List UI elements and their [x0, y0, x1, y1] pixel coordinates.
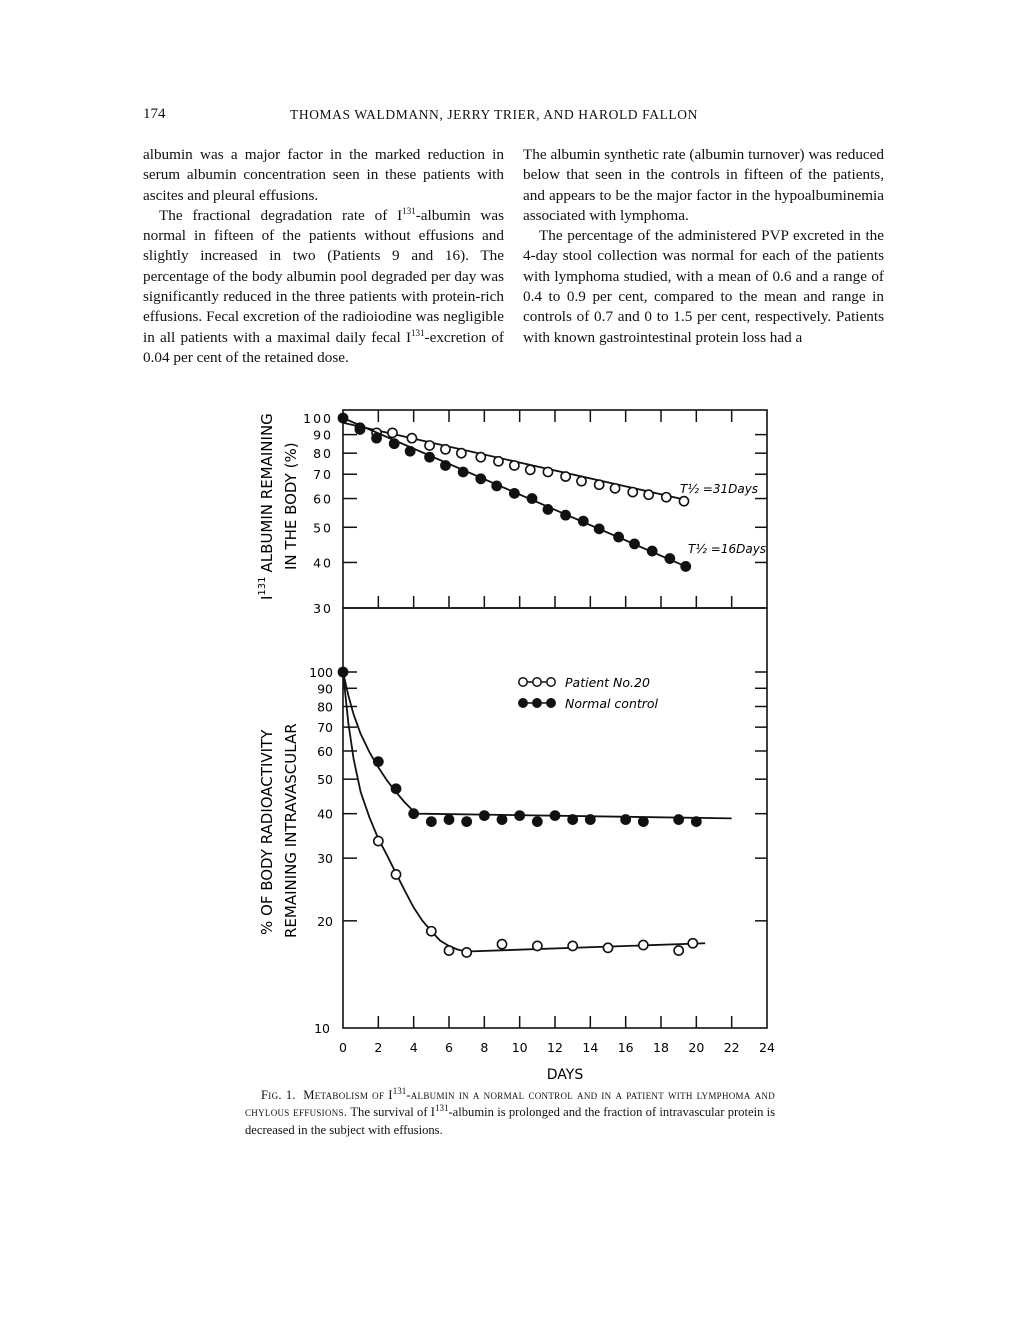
legend-marker [519, 699, 527, 707]
patient-point [374, 836, 383, 845]
legend-marker [533, 699, 541, 707]
control-point [568, 815, 577, 824]
control-point [372, 434, 381, 443]
patient-point [497, 940, 506, 949]
patient-point [568, 941, 577, 950]
x-tick-label: 8 [480, 1040, 489, 1055]
y-tick-label: 30 [313, 601, 333, 616]
page-number: 174 [143, 106, 166, 122]
control-point [374, 757, 383, 766]
patient-point [543, 467, 552, 476]
running-head: THOMAS WALDMANN, JERRY TRIER, AND HAROLD FALLON [290, 107, 698, 122]
patient-point [457, 449, 466, 458]
patient-point [407, 434, 416, 443]
control-point [621, 815, 630, 824]
patient-point [510, 461, 519, 470]
control-point [586, 815, 595, 824]
control-point [630, 539, 639, 548]
control-point [338, 413, 347, 422]
patient-point [462, 948, 471, 957]
fit-curve [343, 672, 705, 952]
patient-point [444, 946, 453, 955]
x-tick-label: 4 [409, 1040, 418, 1055]
control-point [639, 817, 648, 826]
fit-curve [343, 672, 732, 818]
patient-point [639, 940, 648, 949]
legend-label: Patient No.20 [565, 675, 650, 690]
x-tick-label: 16 [617, 1040, 634, 1055]
y-tick-label: 70 [317, 720, 333, 736]
y-tick-label: 40 [317, 806, 333, 822]
patient-point [494, 457, 503, 466]
patient-point [644, 490, 653, 499]
y-tick-label: 60 [317, 743, 333, 759]
legend-marker [533, 678, 541, 686]
patient-point [577, 477, 586, 486]
control-point [441, 461, 450, 470]
y-tick-label: 50 [313, 520, 333, 536]
paragraph: The fractional degradation rate of $I^{131}$-albumin was normal in fifteen of the patients without effusions and slightly increased in two (Patients 9 and 16). The percentage of the body albumin pool degraded per day was significantly reduced in the three patients with protein-rich effusions. Fecal excretion of the radioiodine was negligible in all patients with a maximal daily fecal $I^{131}$-excretion of 0.04 per cent of the retained dose. [143, 205, 505, 366]
y-tick-label: 100 [309, 665, 333, 680]
control-point [692, 817, 701, 826]
control-point [492, 481, 501, 490]
control-point [338, 667, 347, 676]
y-tick-label: 90 [317, 681, 333, 697]
control-point [406, 447, 415, 456]
patient-point [610, 484, 619, 493]
patient-point [679, 497, 688, 506]
y-tick-label: 100 [303, 411, 333, 426]
paragraph: albumin was a major factor in the marked reduction in serum albumin concentration seen in these patients with ascites and pleural effusions. [143, 146, 504, 204]
patient-point [688, 939, 697, 948]
control-point [425, 453, 434, 462]
control-point [595, 524, 604, 533]
paragraph: The percentage of the administered PVP excreted in the 4-day stool collection was normal for each of the patients with lymphoma studied, with a mean of 0.6 and a range of 0.4 to 0.9 per cent, compared to the mean and range in controls of 0.7 and 0 to 1.5 per cent, respectively. Patients with known gastrointestinal protein loss had a [523, 227, 884, 346]
control-point [681, 562, 690, 571]
control-point [527, 494, 536, 503]
patient-point [388, 428, 397, 437]
control-point [550, 811, 559, 820]
half-life-annotation: T½ =31Days [680, 482, 759, 496]
control-point [543, 505, 552, 514]
half-life-annotation: T½ =16Days [688, 542, 767, 556]
control-point [648, 546, 657, 555]
paragraph: The albumin synthetic rate (albumin turnover) was reduced below that seen in the controls in fifteen of the patients, and appears to be the major factor in the hypoalbuminemia associated with lymphoma. [523, 146, 884, 224]
legend-label: Normal control [565, 696, 659, 711]
patient-point [441, 445, 450, 454]
control-point [614, 532, 623, 541]
superscript: 131 [257, 576, 268, 596]
patient-point [427, 927, 436, 936]
control-point [579, 516, 588, 525]
control-point [462, 817, 471, 826]
patient-point [595, 480, 604, 489]
y-tick-label: 10 [314, 1021, 330, 1036]
y-tick-label: 90 [313, 427, 333, 443]
x-tick-label: 10 [511, 1040, 528, 1055]
patient-point [662, 493, 671, 502]
figure-caption: Fig. 1. Metabolism of $I^{131}$-albumin in a normal control and in a patient with lymphoma and chylous effusions. The survival of $I^{131}$-albumin is prolonged and the fraction of intravascular protein is decreased in the subject with effusions. [245, 1085, 776, 1137]
control-point [497, 815, 506, 824]
control-point [476, 474, 485, 483]
x-tick-label: 6 [445, 1040, 453, 1055]
control-point [515, 811, 524, 820]
control-point [480, 811, 489, 820]
x-tick-label: 24 [759, 1040, 775, 1055]
patient-point [533, 941, 542, 950]
y-tick-label: 30 [317, 851, 333, 867]
x-tick-label: 2 [374, 1040, 383, 1055]
bottom-y-axis-title: % OF BODY RADIOACTIVITY [258, 729, 276, 935]
legend-marker [547, 678, 555, 686]
title-text: ALBUMIN REMAINING [258, 413, 276, 573]
patient-point [526, 465, 535, 474]
x-tick-label: 14 [582, 1040, 599, 1055]
control-point [665, 554, 674, 563]
patient-point [603, 943, 612, 952]
top-y-axis-title: $I^{131}ALBUMIN$ REMAINING [257, 413, 276, 600]
patient-point [674, 946, 683, 955]
legend-marker [547, 699, 555, 707]
y-tick-label: 80 [317, 699, 333, 715]
control-point [533, 817, 542, 826]
control-point [390, 439, 399, 448]
control-point [561, 511, 570, 520]
y-tick-label: 70 [313, 467, 333, 483]
patient-point [476, 453, 485, 462]
patient-point [425, 441, 434, 450]
patient-point [391, 870, 400, 879]
y-tick-label: 60 [313, 491, 333, 507]
control-point [459, 467, 468, 476]
x-tick-label: 20 [688, 1040, 705, 1055]
x-tick-label: 22 [723, 1040, 740, 1055]
y-tick-label: 20 [317, 913, 333, 929]
patient-point [628, 487, 637, 496]
legend-marker [519, 678, 527, 686]
control-point [391, 784, 400, 793]
x-tick-label: 12 [547, 1040, 563, 1055]
y-tick-label: 50 [317, 772, 333, 788]
bottom-y-axis-title-line2: REMAINING INTRAVASCULAR [282, 723, 300, 938]
control-point [444, 815, 453, 824]
x-axis-title: DAYS [546, 1067, 584, 1083]
control-point [674, 815, 683, 824]
control-point [409, 809, 418, 818]
x-tick-label: 18 [653, 1040, 669, 1055]
y-tick-label: 80 [313, 446, 333, 462]
control-point [355, 425, 364, 434]
control-point [427, 817, 436, 826]
top-y-axis-title-line2: IN THE BODY (%) [282, 442, 300, 570]
control-point [510, 489, 519, 498]
y-tick-label: 40 [313, 555, 333, 571]
patient-point [561, 472, 570, 481]
x-tick-label: 0 [339, 1040, 347, 1055]
